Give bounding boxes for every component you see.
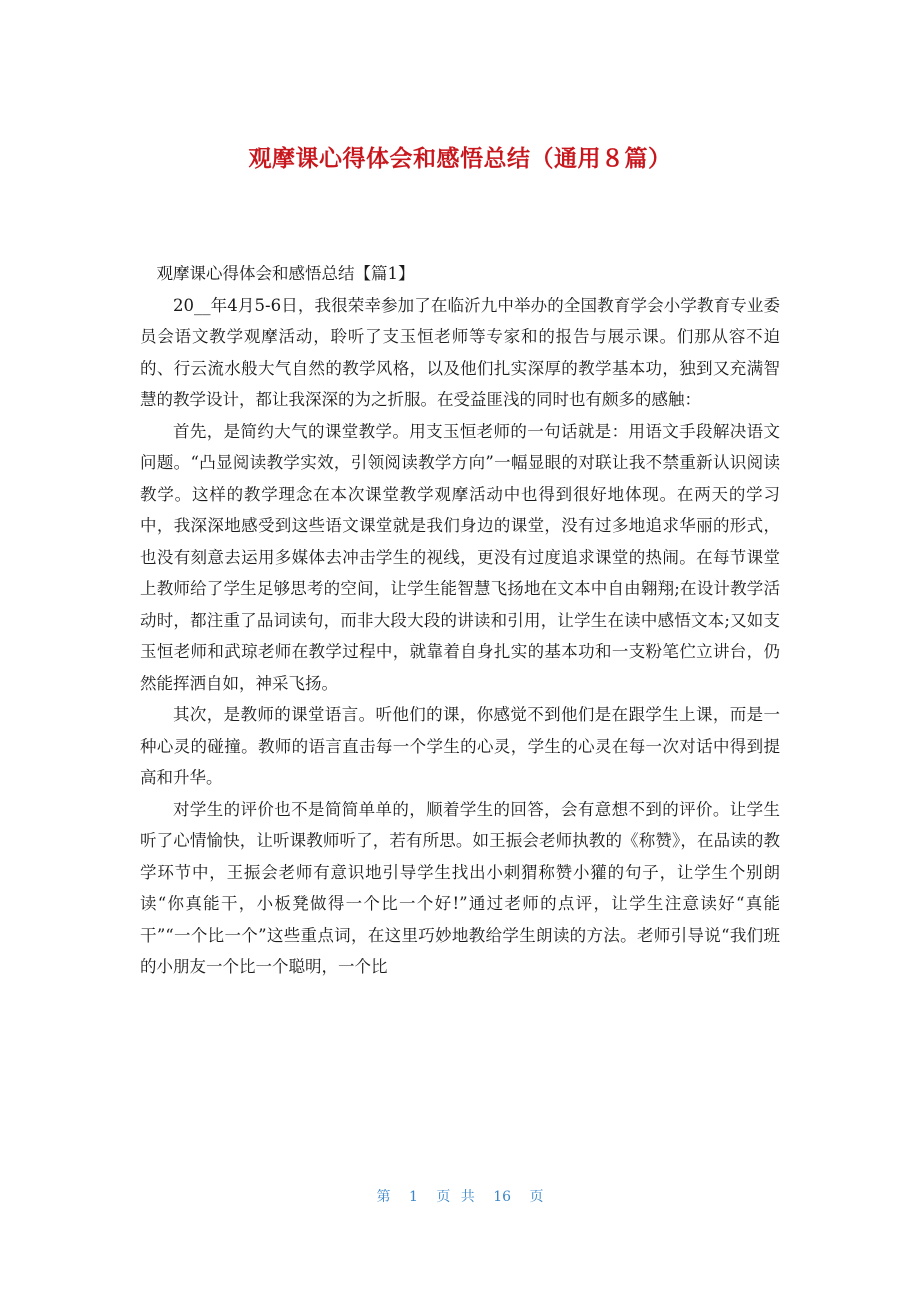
section-heading: 观摩课心得体会和感悟总结【篇1】 [156,264,415,283]
footer-label-end: 页 [529,1189,544,1205]
paragraph: 首先，是简约大气的课堂教学。用支玉恒老师的一句话就是：用语文手段解决语文问题。“凸显阅读教学实效，引领阅读教学方向”一幅显眼的对联让我不禁重新认识阅读教学。这样的教学理念在本次课堂教学观摩活动中也得到很好地体现。在两天的学习中，我深深地感受到这些语文课堂就是我们身边的课堂，没有过多地追求华丽的形式，也没有刻意去运用多媒体去冲击学生的视线，更没有过度追求课堂的热闹。在每节课堂上教师给了学生足够思考的空间，让学生能智慧飞扬地在文本中自由翱翔;在设计教学活动时，都注重了品词读句，而非大段大段的讲读和引用，让学生在读中感悟文本;又如支玉恒老师和武琼老师在教学过程中，就靠着自身扎实的基本功和一支粉笔伫立讲台，仍然能挥洒自如，神采飞扬。 [140,421,780,693]
footer-label-page: 第 [376,1189,391,1205]
page-footer [0,1186,920,1206]
paragraph: 20__年4月5-6日，我很荣幸参加了在临沂九中举办的全国教育学会小学教育专业委员会语文教学观摩活动，聆听了支玉恒老师等专家和的报告与展示课。们那从容不迫的、行云流水般大气自然的教学风格，以及他们扎实深厚的教学基本功，独到又充满智慧的教学设计，都让我深深的为之折服。在受益匪浅的同时也有颇多的感触： [140,295,780,409]
paragraph: 其次，是教师的课堂语言。听他们的课，你感觉不到他们是在跟学生上课，而是一种心灵的碰撞。教师的语言直击每一个学生的心灵，学生的心灵在每一次对话中得到提高和升华。 [140,705,780,787]
page-title: 观摩课心得体会和感悟总结（通用８篇） [248,146,672,172]
paragraph: 对学生的评价也不是简简单单的，顺着学生的回答，会有意想不到的评价。让学生听了心情愉快，让听课教师听了，若有所思。如王振会老师执教的《称赞》，在品读的教学环节中，王振会老师有意识地引导学生找出小刺猬称赞小獾的句子，让学生个别朗读“你真能干，小板凳做得一个比一个好!”通过老师的点评，让学生注意读好“真能干”“一个比一个”这些重点词，在这里巧妙地教给学生朗读的方法。老师引导说“我们班的小朋友一个比一个聪明，一个比 [140,799,780,976]
document-body [140,258,780,983]
footer-label-of: 页 共 [436,1189,475,1205]
footer-total-pages: 16 [493,1189,512,1205]
footer-current-page: 1 [408,1189,418,1205]
